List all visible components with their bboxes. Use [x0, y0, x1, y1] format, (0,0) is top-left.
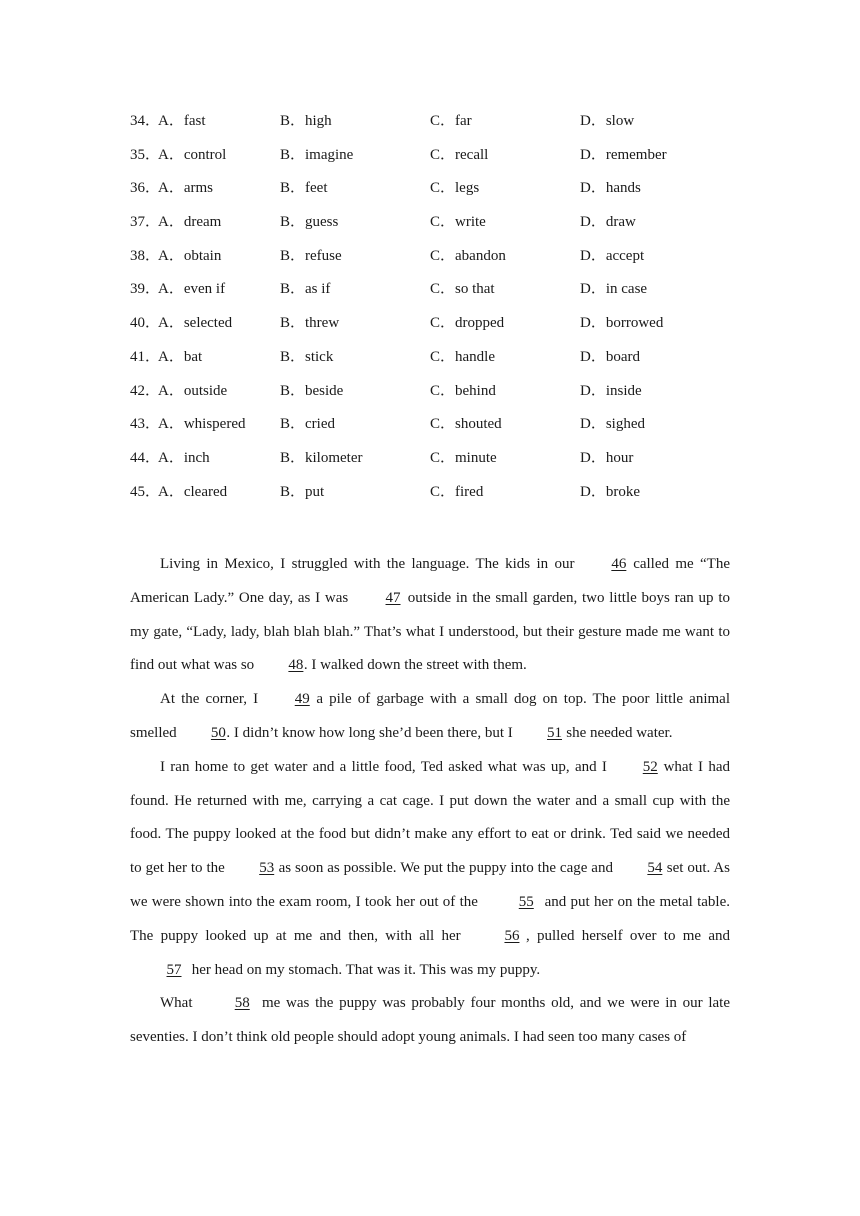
- option-a: A．selected: [158, 315, 233, 332]
- option-row-44: [130, 447, 750, 481]
- paragraph-2: [130, 683, 730, 751]
- option-d: D．inside: [580, 382, 642, 399]
- option-row-45: [130, 481, 750, 515]
- option-a: A．even if: [158, 281, 226, 298]
- passage-text: At the corner, I: [160, 691, 265, 708]
- passage-text: called me “The American Lady.” One day, as I was: [130, 556, 730, 606]
- option-c: C．shouted: [430, 416, 502, 433]
- option-row-35: [130, 144, 750, 178]
- option-c: C．legs: [430, 180, 480, 197]
- option-row-40: [130, 312, 750, 346]
- question-number: 42．: [130, 382, 161, 399]
- option-a: A．fast: [158, 113, 206, 129]
- answer-options-list: [130, 110, 750, 514]
- option-d: D．in case: [580, 281, 648, 298]
- option-a: A．outside: [158, 382, 228, 399]
- question-number: 44．: [130, 449, 161, 466]
- question-number: 34．: [130, 113, 161, 129]
- option-a: A．obtain: [158, 247, 222, 264]
- blank-56: 56: [504, 927, 520, 944]
- option-d: D．hour: [580, 449, 634, 466]
- option-c: C．minute: [430, 449, 497, 466]
- option-b: B．as if: [280, 281, 331, 298]
- option-c: C．far: [430, 113, 472, 129]
- blank-58: 58: [234, 995, 250, 1012]
- passage-text: Living in Mexico, I struggled with the language. The kids in our: [160, 556, 581, 572]
- blank-52: 52: [642, 758, 658, 775]
- option-b: B．imagine: [280, 146, 354, 163]
- option-row-38: [130, 245, 750, 279]
- passage-text: what I had found. He returned with me, carrying a cat cage. I put down the water and a small cup with the food. The puppy looked at the food but didn’t make any effort to eat or drink. Ted said we needed to get her to the: [130, 758, 731, 877]
- question-number: 41．: [130, 348, 161, 365]
- option-a: A．dream: [158, 214, 222, 231]
- option-d: D．board: [580, 348, 640, 365]
- option-d: D．borrowed: [580, 315, 664, 332]
- option-c: C．fired: [430, 483, 484, 500]
- passage-text: . I didn’t know how long she’d been there, but I: [226, 724, 517, 741]
- blank-53: 53: [259, 860, 275, 877]
- passage-text: her head on my stomach. That was it. This was my puppy.: [188, 961, 541, 978]
- option-c: C．abandon: [430, 247, 506, 264]
- passage-text: as soon as possible. We put the puppy into the cage and: [274, 860, 617, 877]
- option-c: C．recall: [430, 146, 489, 163]
- blank-54: 54: [647, 860, 663, 877]
- passage-text: , pulled herself over to me and: [525, 927, 731, 944]
- option-a: A．control: [158, 146, 227, 163]
- option-row-36: [130, 177, 750, 211]
- option-d: D．accept: [580, 247, 645, 264]
- question-number: 38．: [130, 247, 161, 264]
- blank-48: 48: [288, 657, 304, 674]
- question-number: 43．: [130, 416, 161, 433]
- question-number: 40．: [130, 315, 161, 332]
- option-b: B．put: [280, 483, 325, 500]
- blank-55: 55: [518, 893, 534, 910]
- option-a: A．whispered: [158, 416, 246, 433]
- option-c: C．so that: [430, 281, 495, 298]
- option-d: D．remember: [580, 146, 667, 163]
- option-b: B．guess: [280, 214, 339, 231]
- passage-text: she needed water.: [562, 724, 673, 741]
- option-c: C．write: [430, 214, 486, 231]
- option-row-39: [130, 278, 750, 312]
- option-b: B．threw: [280, 315, 340, 332]
- passage-text: and put her on the metal table. The puppy looked up at me and then, with all her: [130, 893, 730, 944]
- option-d: D．slow: [580, 113, 635, 129]
- question-number: 45．: [130, 483, 161, 500]
- paragraph-4: [130, 987, 730, 1055]
- option-b: B．feet: [280, 180, 328, 197]
- option-a: A．cleared: [158, 483, 228, 500]
- passage-text: a pile of garbage with a small dog on top. The poor little animal smelled: [130, 691, 731, 741]
- option-row-42: [130, 380, 750, 414]
- option-row-41: [130, 346, 750, 380]
- question-number: 39．: [130, 281, 161, 298]
- option-a: A．bat: [158, 348, 203, 365]
- option-a: A．arms: [158, 180, 213, 197]
- cloze-passage: [130, 548, 730, 1055]
- blank-50: 50: [210, 724, 226, 741]
- option-d: D．draw: [580, 214, 636, 231]
- blank-46: 46: [611, 556, 627, 572]
- option-d: D．hands: [580, 180, 641, 197]
- paragraph-3: [130, 751, 730, 988]
- passage-text: outside in the small garden, two little boys ran up to my gate, “Lady, lady, blah blah blah.” That’s what I understood, but their gesture made me want to find out what was so: [130, 589, 730, 674]
- blank-51: 51: [547, 724, 562, 741]
- question-number: 36．: [130, 180, 161, 197]
- paragraph-1: [130, 548, 730, 683]
- option-b: B．refuse: [280, 247, 342, 264]
- option-c: C．behind: [430, 382, 496, 399]
- option-c: C．dropped: [430, 315, 505, 332]
- option-c: C．handle: [430, 348, 495, 365]
- passage-text: me was the puppy was probably four months old, and we were in our late seventies. I don’t think old people should adopt young animals. I had seen too many cases of: [130, 995, 731, 1046]
- option-b: B．stick: [280, 348, 334, 365]
- option-b: B．cried: [280, 416, 335, 433]
- blank-57: 57: [166, 961, 182, 978]
- option-b: B．high: [280, 113, 332, 129]
- option-a: A．inch: [158, 449, 210, 466]
- passage-text: I ran home to get water and a little food, Ted asked what was up, and I: [160, 758, 613, 775]
- option-row-43: [130, 413, 750, 447]
- blank-49: 49: [294, 691, 310, 708]
- blank-47: 47: [385, 589, 401, 606]
- passage-text: What: [160, 995, 199, 1012]
- option-d: D．broke: [580, 483, 640, 500]
- option-b: B．kilometer: [280, 449, 363, 466]
- passage-text: set out. As we were shown into the exam room, I took her out of the: [130, 860, 731, 910]
- option-b: B．beside: [280, 382, 344, 399]
- option-d: D．sighed: [580, 416, 645, 433]
- question-number: 37．: [130, 214, 161, 231]
- option-row-34: [130, 110, 750, 144]
- option-row-37: [130, 211, 750, 245]
- question-number: 35．: [130, 146, 161, 163]
- passage-text: . I walked down the street with them.: [303, 657, 527, 674]
